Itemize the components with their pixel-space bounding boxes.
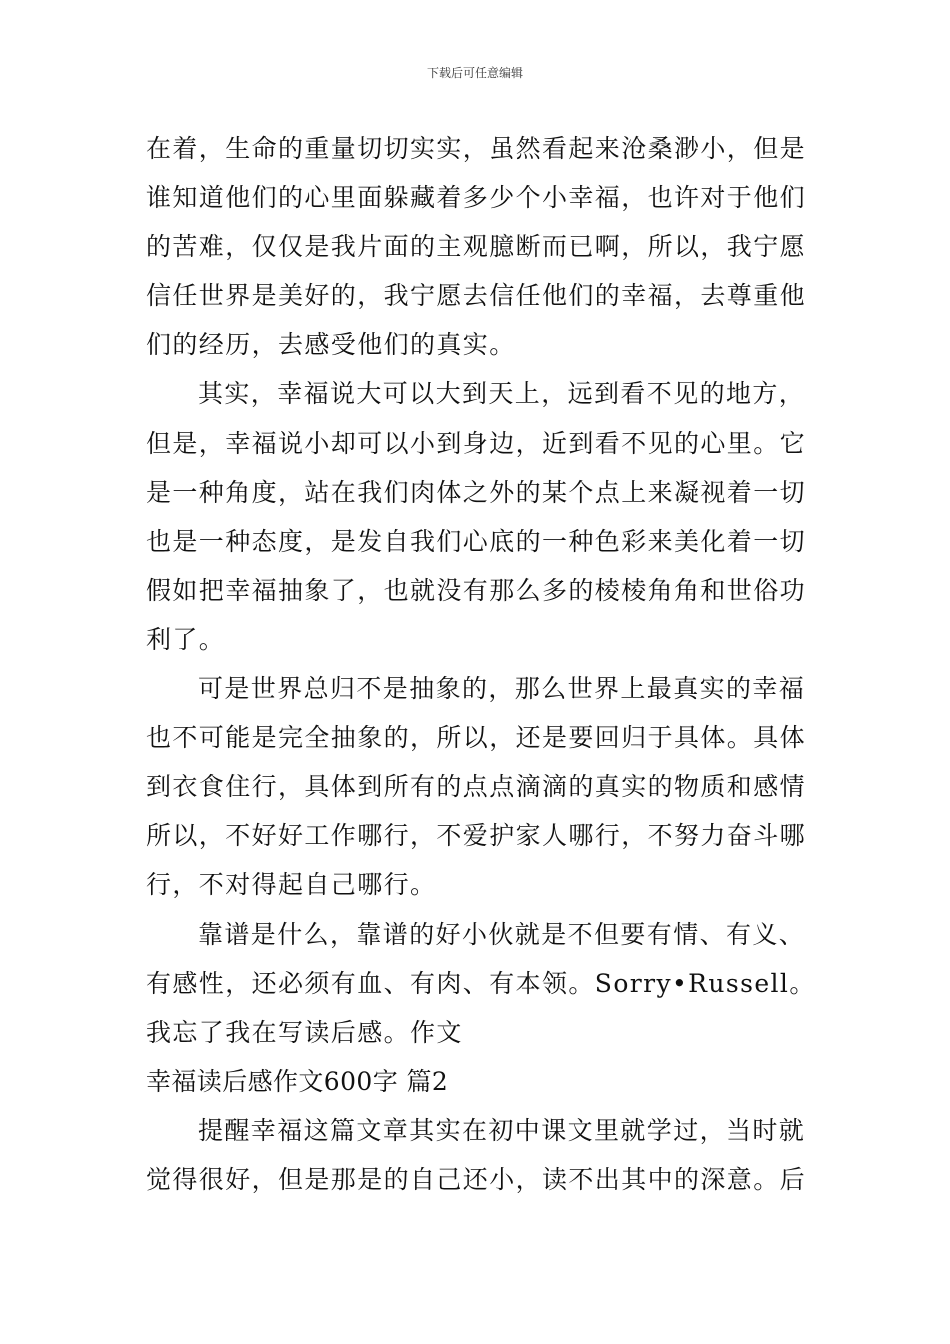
text-line: 在着，生命的重量切切实实，虽然看起来沧桑渺小，但是: [146, 134, 807, 163]
text-line: 其实，幸福说大可以大到天上，远到看不见的地方，: [198, 379, 806, 409]
text-line: 提醒幸福这篇文章其实在初中课文里就学过，当时就: [198, 1115, 806, 1145]
text-line: 我忘了我在写读后感。作文: [146, 1017, 463, 1047]
text-line: 靠谱是什么，靠谱的好小伙就是不但要有情、有义、: [198, 919, 806, 949]
text-line: 有感性，还必须有血、有肉、有本领。Sorry•Russell。: [146, 968, 816, 998]
section-heading: 幸福读后感作文600字 篇2: [146, 1066, 449, 1096]
text-line: 利了。: [146, 624, 226, 654]
text-line: 所以，不好好工作哪行，不爱护家人哪行，不努力奋斗哪: [146, 821, 807, 851]
text-line: 的苦难，仅仅是我片面的主观臆断而已啊，所以，我宁愿: [146, 232, 807, 262]
text-line: 假如把幸福抽象了，也就没有那么多的棱棱角角和世俗功: [146, 575, 807, 605]
text-line: 但是，幸福说小却可以小到身边，近到看不见的心里。它: [146, 428, 807, 458]
text-line: 行，不对得起自己哪行。: [146, 870, 437, 900]
text-line: 们的经历，去感受他们的真实。: [146, 330, 516, 360]
text-line: 到衣食住行，具体到所有的点点滴滴的真实的物质和感情: [146, 772, 807, 802]
text-line: 谁知道他们的心里面躲藏着多少个小幸福，也许对于他们: [146, 183, 807, 213]
document-body: [146, 124, 816, 1204]
text-line: 是一种角度，站在我们肉体之外的某个点上来凝视着一切: [146, 477, 807, 507]
page-header: 下载后可任意编辑: [426, 66, 523, 80]
text-line: 也是一种态度，是发自我们心底的一种色彩来美化着一切: [146, 526, 807, 556]
text-line: 信任世界是美好的，我宁愿去信任他们的幸福，去尊重他: [146, 281, 807, 311]
text-line: 可是世界总归不是抽象的，那么世界上最真实的幸福: [198, 674, 806, 704]
text-line: 也不可能是完全抽象的，所以，还是要回归于具体。具体: [146, 723, 807, 753]
text-line: 觉得很好，但是那是的自己还小，读不出其中的深意。后: [146, 1164, 807, 1194]
